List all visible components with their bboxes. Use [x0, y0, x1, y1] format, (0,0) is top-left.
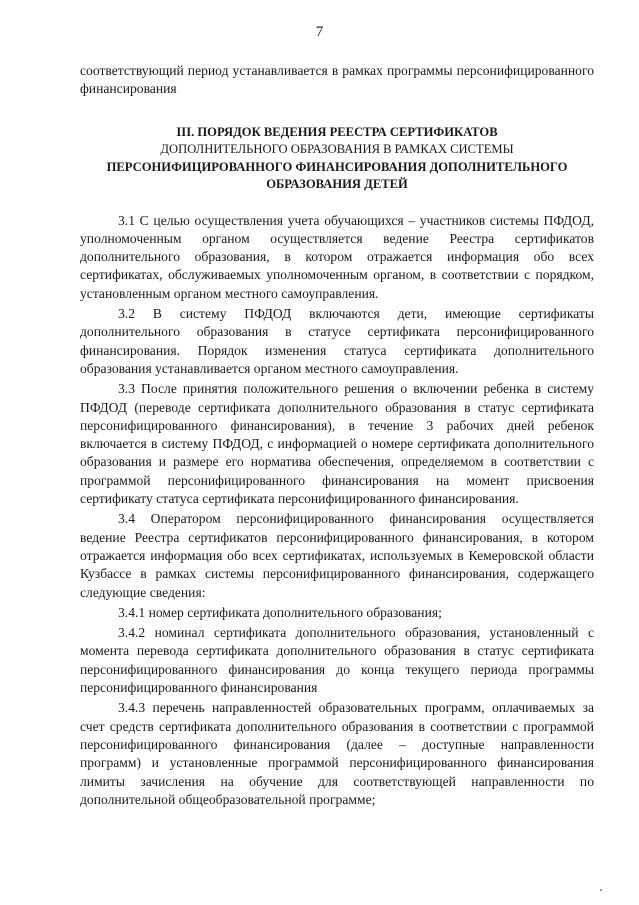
paragraph-3-1: 3.1 С целью осуществления учета обучающихся – участников системы ПФДОД, уполномоченным органом осуществляется ведение Реестра сертификатов дополнительного образования, в котором отражается информация обо всех сертификатах, обслуживаемых уполномоченным органом, в соответствии с порядком, установленным органом местного самоуправления.: [80, 212, 594, 301]
paragraph-3-3: 3.3 После принятия положительного решения о включении ребенка в систему ПФДОД (переводе сертификата дополнительного образования в статус сертификата персонифицированного финансирования), в течение 3 рабочих дней ребенок включается в систему ПФДОД, с информацией о номере сертификата дополнительного образования и размере его норматива обеспечения, определяемом в соответствии с программой персонифицированного финансирования на момент присвоения сертификату статуса сертификата персонифицированного финансирования.: [80, 381, 594, 507]
section-heading-line-3: ПЕРСОНИФИЦИРОВАННОГО ФИНАНСИРОВАНИЯ ДОПОЛНИТЕЛЬНОГО: [106, 159, 568, 174]
document-body: [80, 62, 594, 809]
intro-paragraph: соответствующий период устанавливается в рамках программы персонифицированного финансирования: [80, 63, 594, 97]
scan-speck: [600, 889, 602, 891]
paragraph-3-4-2: 3.4.2 номинал сертификата дополнительного образования, установленный с момента перевода сертификата дополнительного образования в статус сертификата персонифицированного финансирования до конца текущего периода программы персонифицированного финансирования: [80, 625, 594, 696]
paragraph-3-4: 3.4 Оператором персонифицированного финансирования осуществляется ведение Реестра сертификатов персонифицированного финансирования, в котором отражается информация обо всех сертификатах, используемых в Кемеровской области Кузбассе в рамках системы персонифицированного финансирования, содержащего следующие сведения:: [80, 511, 594, 600]
paragraph-3-2: 3.2 В систему ПФДОД включаются дети, имеющие сертификаты дополнительного образования в статусе сертификата персонифицированного финансирования. Порядок изменения статуса сертификата дополнительного образования устанавливается органом местного самоуправления.: [80, 306, 594, 376]
section-heading: [80, 124, 594, 194]
paragraph-3-4-1: 3.4.1 номер сертификата дополнительного образования;: [118, 604, 442, 620]
page-number: 7: [315, 24, 324, 40]
section-heading-line-4: ОБРАЗОВАНИЯ ДЕТЕЙ: [266, 177, 408, 192]
paragraph-3-4-3: 3.4.3 перечень направленностей образовательных программ, оплачиваемых за счет средств сертификата дополнительного образования в соответствии с программой персонифицированного финансирования (далее – доступные направленности программ) и установленные программой персонифицированного финансирования лимиты зачисления на обучение для соответствующей направленности по дополнительной общеобразовательной программе;: [80, 700, 594, 807]
section-heading-line-1: III. ПОРЯДОК ВЕДЕНИЯ РЕЕСТРА СЕРТИФИКАТОВ: [176, 124, 498, 139]
section-heading-line-2: ДОПОЛНИТЕЛЬНОГО ОБРАЗОВАНИЯ В РАМКАХ СИСТЕМЫ: [160, 142, 514, 157]
